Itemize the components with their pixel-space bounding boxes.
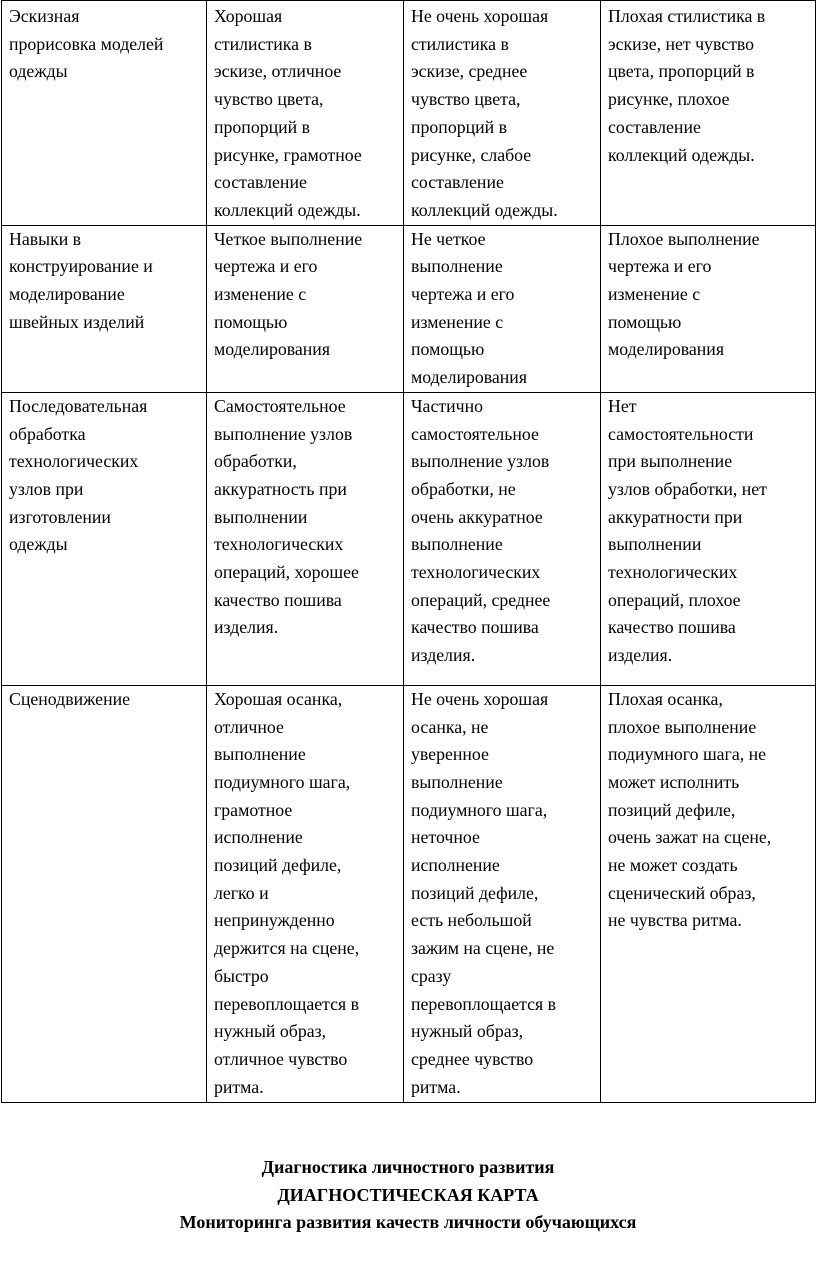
level-medium-cell: Не очень хорошая стилистика в эскизе, среднее чувство цвета, пропорций в рисунке, слабое составление коллекций одежды. (404, 1, 601, 226)
level-poor-cell: Плохая осанка, плохое выполнение подиумного шага, не может исполнить позиций дефиле, очень зажат на сцене, не может создать сценический образ, не чувства ритма. (601, 685, 816, 1102)
level-good-cell: Хорошая осанка, отличное выполнение подиумного шага, грамотное исполнение позиций дефиле, легко и непринужденно держится на сцене, быстро перевоплощается в нужный образ, отличное чувство ритма. (207, 685, 404, 1102)
level-poor-cell: Плохая стилистика в эскизе, нет чувство цвета, пропорций в рисунке, плохое составление коллекций одежды. (601, 1, 816, 226)
criterion-cell: Последовательная обработка технологических узлов при изготовлении одежды (2, 392, 207, 685)
criterion-cell: Навыки в конструирование и моделирование швейных изделий (2, 225, 207, 392)
table-row (2, 225, 816, 392)
level-medium-cell: Частично самостоятельное выполнение узлов обработки, не очень аккуратное выполнение технологических операций, среднее качество пошива изделия. (404, 392, 601, 685)
criterion-cell: Сценодвижение (2, 685, 207, 1102)
table-row (2, 392, 816, 685)
level-poor-cell: Плохое выполнение чертежа и его изменение с помощью моделирования (601, 225, 816, 392)
level-medium-cell: Не четкое выполнение чертежа и его изменение с помощью моделирования (404, 225, 601, 392)
level-medium-cell: Не очень хорошая осанка, не уверенное выполнение подиумного шага, неточное исполнение позиций дефиле, есть небольшой зажим на сцене, не сразу перевоплощается в нужный образ, среднее чувство ритма. (404, 685, 601, 1102)
map-title: ДИАГНОСТИЧЕСКАЯ КАРТА (277, 1184, 539, 1205)
criterion-cell: Эскизная прорисовка моделей одежды (2, 1, 207, 226)
level-good-cell: Самостоятельное выполнение узлов обработки, аккуратность при выполнении технологических операций, хорошее качество пошива изделия. (207, 392, 404, 685)
table-row (2, 1, 816, 226)
level-good-cell: Четкое выполнение чертежа и его изменение с помощью моделирования (207, 225, 404, 392)
level-good-cell: Хорошая стилистика в эскизе, отличное чувство цвета, пропорций в рисунке, грамотное составление коллекций одежды. (207, 1, 404, 226)
table-row (2, 685, 816, 1102)
section-title: Диагностика личностного развития (261, 1157, 555, 1177)
map-subtitle: Мониторинга развития качеств личности обучающихся (179, 1212, 637, 1232)
level-poor-cell: Нет самостоятельности при выполнение узлов обработки, нет аккуратности при выполнении технологических операций, плохое качество пошива изделия. (601, 392, 816, 685)
criteria-table (1, 0, 816, 1103)
section-headings (0, 1154, 816, 1237)
